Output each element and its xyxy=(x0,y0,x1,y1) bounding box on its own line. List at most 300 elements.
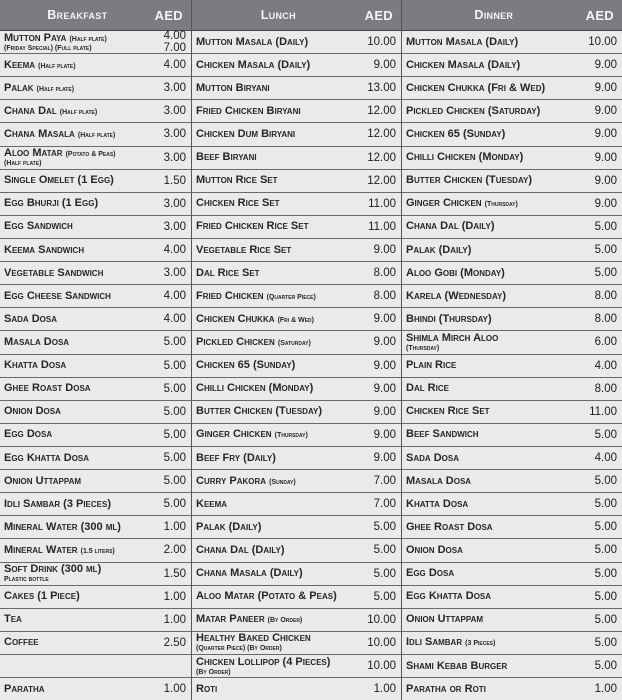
lunch-menu-item xyxy=(192,193,401,216)
item-name xyxy=(196,175,356,186)
item-name xyxy=(196,522,356,533)
item-name-text: Chicken 65 (Sunday) xyxy=(196,360,296,372)
item-name-text: Mutton Biryani xyxy=(196,82,270,94)
item-name xyxy=(4,198,150,209)
dinner-menu-item xyxy=(402,147,622,170)
breakfast-menu-item xyxy=(0,493,191,516)
breakfast-menu-item xyxy=(0,285,191,308)
lunch-menu-item xyxy=(192,170,401,193)
item-name-text: Chana Masala xyxy=(4,128,75,140)
item-price xyxy=(577,105,622,117)
dinner-menu-item xyxy=(402,678,622,700)
item-price xyxy=(150,82,191,94)
item-name xyxy=(4,406,150,417)
item-subnote: Plastic bottle xyxy=(4,576,49,584)
item-name-text: Khatta Dosa xyxy=(4,360,67,372)
item-name xyxy=(196,106,356,117)
item-price-value: 9.00 xyxy=(594,151,617,164)
item-name-text: Sada Dosa xyxy=(406,452,460,464)
lunch-menu-item xyxy=(192,424,401,447)
item-name-text: Ghee Roast Dosa xyxy=(4,383,91,395)
item-price xyxy=(150,105,191,117)
dinner-menu-item xyxy=(402,378,622,401)
item-price xyxy=(356,244,401,256)
dinner-items xyxy=(402,31,622,700)
item-price-value: 5.00 xyxy=(163,475,186,488)
item-price-value: 8.00 xyxy=(594,290,617,303)
item-name-text: Chicken Rice Set xyxy=(196,198,280,210)
dinner-menu-item xyxy=(402,77,622,100)
item-price xyxy=(356,290,401,302)
item-price-value: 8.00 xyxy=(594,313,617,326)
item-name-text: Masala Dosa xyxy=(4,336,70,348)
breakfast-menu-item xyxy=(0,563,191,586)
lunch-items xyxy=(192,31,401,700)
item-name-text: Fried Chicken Rice Set xyxy=(196,221,309,233)
item-name xyxy=(406,106,577,117)
item-price xyxy=(356,683,401,695)
item-name xyxy=(4,129,150,140)
dinner-menu-item xyxy=(402,586,622,609)
item-price xyxy=(577,614,622,626)
dinner-menu-item xyxy=(402,632,622,655)
item-price xyxy=(150,128,191,140)
item-price xyxy=(356,383,401,395)
item-price xyxy=(356,360,401,372)
item-price-value: 1.00 xyxy=(594,683,617,696)
item-name-text: Aloo Matar (Potato & Peas) xyxy=(196,591,337,603)
item-price-value: 3.00 xyxy=(163,220,186,233)
item-price-value: 2.00 xyxy=(163,544,186,557)
item-price-value-2: 7.00 xyxy=(163,42,186,55)
item-name xyxy=(4,60,150,71)
item-name xyxy=(196,591,356,602)
item-name xyxy=(4,291,150,302)
item-price-value: 3.00 xyxy=(163,128,186,141)
item-name-text: Chana Dal xyxy=(4,105,57,117)
item-name-text: Chana Dal (Daily) xyxy=(406,221,495,233)
item-name xyxy=(406,637,577,648)
item-price-value: 1.50 xyxy=(163,174,186,187)
lunch-menu-item xyxy=(192,632,401,655)
item-name-text: Shimla Mirch Aloo xyxy=(406,332,499,344)
item-name-text: Pickled Chicken xyxy=(196,336,275,348)
lunch-menu-item xyxy=(192,77,401,100)
item-price xyxy=(577,475,622,487)
item-name-text: Beef Biryani xyxy=(196,152,257,164)
item-price-value: 3.00 xyxy=(163,151,186,164)
item-price-value: 11.00 xyxy=(589,405,617,418)
item-name xyxy=(406,129,577,140)
item-price-value: 9.00 xyxy=(373,428,396,441)
item-name-text: Aloo Gobi (Monday) xyxy=(406,267,505,279)
item-name-text: Fried Chicken Biryani xyxy=(196,105,301,117)
lunch-menu-item xyxy=(192,308,401,331)
breakfast-menu-item xyxy=(0,632,191,655)
item-name xyxy=(4,429,150,440)
item-name-text: Egg Cheese Sandwich xyxy=(4,290,111,302)
item-name-text: Idli Sambar (3 Pieces) xyxy=(4,498,112,510)
item-price-value: 9.00 xyxy=(373,382,396,395)
lunch-menu-item xyxy=(192,609,401,632)
item-name xyxy=(4,383,150,394)
item-name xyxy=(196,476,356,487)
item-name-text: Fried Chicken xyxy=(196,290,264,302)
item-price xyxy=(356,82,401,94)
item-price xyxy=(577,521,622,533)
item-price-value: 3.00 xyxy=(163,82,186,95)
item-price xyxy=(356,637,401,649)
item-price xyxy=(150,406,191,418)
item-price xyxy=(577,313,622,325)
item-name xyxy=(4,337,150,348)
item-price-value: 12.00 xyxy=(367,174,396,187)
item-name xyxy=(196,545,356,556)
item-name-text: Sada Dosa xyxy=(4,313,58,325)
lunch-menu-item xyxy=(192,100,401,123)
item-price-value: 4.00 xyxy=(163,290,186,303)
dinner-menu-item xyxy=(402,539,622,562)
item-note: (Quarter Piece) xyxy=(266,293,316,301)
item-name xyxy=(196,83,356,94)
item-name-text: Palak (Daily) xyxy=(406,244,472,256)
item-price-value: 5.00 xyxy=(594,567,617,580)
lunch-menu-item xyxy=(192,586,401,609)
item-price-value: 5.00 xyxy=(594,244,617,256)
item-price-value: 1.50 xyxy=(163,567,186,580)
dinner-menu-item xyxy=(402,262,622,285)
item-subnote: (Quarter Piece) (By Order) xyxy=(196,645,282,653)
dinner-column xyxy=(402,0,622,700)
item-name-text: Chana Dal (Daily) xyxy=(196,544,285,556)
item-name xyxy=(196,657,356,676)
item-note: (Potato & Peas) xyxy=(65,151,116,159)
dinner-menu-item xyxy=(402,331,622,354)
item-price-value: 4.00 xyxy=(163,313,186,326)
item-price xyxy=(577,36,622,48)
item-price-value: 5.00 xyxy=(594,475,617,488)
item-name xyxy=(406,522,577,533)
item-price-value: 4.00 xyxy=(163,244,186,256)
item-name-text: Idli Sambar xyxy=(406,637,463,649)
item-subnote: (Thursday) xyxy=(406,344,440,352)
item-price-value: 9.00 xyxy=(594,82,617,95)
dinner-menu-item xyxy=(402,424,622,447)
item-price-value: 9.00 xyxy=(373,451,396,464)
item-name-text: Egg Dosa xyxy=(4,429,53,441)
item-name xyxy=(196,221,356,232)
item-price xyxy=(577,637,622,649)
breakfast-menu-item xyxy=(0,678,191,700)
item-price xyxy=(150,175,191,187)
dinner-menu-item xyxy=(402,216,622,239)
item-price xyxy=(356,36,401,48)
item-name xyxy=(406,175,577,186)
dinner-menu-item xyxy=(402,516,622,539)
item-note: (Half plate) xyxy=(36,85,75,93)
lunch-menu-item xyxy=(192,539,401,562)
dinner-menu-item xyxy=(402,193,622,216)
item-price-value: 5.00 xyxy=(594,544,617,557)
item-price-value: 5.00 xyxy=(163,359,186,372)
lunch-menu-item xyxy=(192,239,401,262)
breakfast-menu-item xyxy=(0,193,191,216)
item-name xyxy=(4,268,150,279)
item-price-value: 5.00 xyxy=(594,590,617,603)
dinner-menu-item xyxy=(402,447,622,470)
item-name-text: Pickled Chicken (Saturday) xyxy=(406,105,541,117)
item-name-text: Palak (Daily) xyxy=(196,521,262,533)
item-name-text: Onion Dosa xyxy=(406,544,463,556)
item-price-value: 12.00 xyxy=(367,151,396,164)
item-name xyxy=(406,661,577,672)
item-price-value: 8.00 xyxy=(373,267,396,280)
item-name-text: Karela (Wednesday) xyxy=(406,290,506,302)
item-price-value: 9.00 xyxy=(373,59,396,72)
item-name-text: Paratha or Roti xyxy=(406,683,486,695)
item-price-value: 8.00 xyxy=(373,290,396,303)
lunch-menu-item xyxy=(192,331,401,354)
item-name xyxy=(406,383,577,394)
item-price xyxy=(150,198,191,210)
item-price xyxy=(356,660,401,672)
item-price xyxy=(150,568,191,580)
dinner-menu-item xyxy=(402,54,622,77)
item-name-text: Beef Fry (Daily) xyxy=(196,452,276,464)
item-price-value: 4.00 xyxy=(163,30,186,42)
item-name xyxy=(196,245,356,256)
item-name xyxy=(4,83,150,94)
item-price xyxy=(356,521,401,533)
item-name xyxy=(4,545,150,556)
breakfast-menu-item xyxy=(0,447,191,470)
item-name-text: Egg Bhurji (1 Egg) xyxy=(4,198,99,210)
item-name-text: Vegetable Rice Set xyxy=(196,244,292,256)
item-name-text: Masala Dosa xyxy=(406,475,472,487)
item-price-value: 3.00 xyxy=(163,105,186,118)
item-price xyxy=(577,128,622,140)
item-name xyxy=(196,60,356,71)
item-name-text: Chicken Rice Set xyxy=(406,406,490,418)
item-subnote: (Half plate) xyxy=(4,160,42,168)
item-price xyxy=(356,452,401,464)
item-name-text: Ghee Roast Dosa xyxy=(406,521,493,533)
item-price xyxy=(577,360,622,372)
item-name-text: Mutton Rice Set xyxy=(196,175,278,187)
item-price xyxy=(150,313,191,325)
breakfast-menu-item xyxy=(0,31,191,54)
item-price xyxy=(577,198,622,210)
breakfast-menu-item xyxy=(0,355,191,378)
item-name xyxy=(406,291,577,302)
item-name xyxy=(4,614,150,625)
breakfast-menu-item xyxy=(0,170,191,193)
item-name-text: Chicken Chukka (Fri & Wed) xyxy=(406,82,546,94)
item-price xyxy=(577,336,622,348)
item-note: (Thursday) xyxy=(274,432,308,440)
lunch-menu-item xyxy=(192,285,401,308)
lunch-menu-item xyxy=(192,31,401,54)
item-price xyxy=(577,175,622,187)
item-price-value: 9.00 xyxy=(373,359,396,372)
item-subnote: (Friday Special) (Full plate) xyxy=(4,44,92,52)
item-price xyxy=(356,544,401,556)
item-subnote: (By Order) xyxy=(196,668,231,676)
item-name xyxy=(406,83,577,94)
item-name xyxy=(406,221,577,232)
item-note: (Sunday) xyxy=(269,478,296,486)
lunch-menu-item xyxy=(192,516,401,539)
item-price xyxy=(577,591,622,603)
item-price xyxy=(577,152,622,164)
breakfast-menu-item xyxy=(0,147,191,170)
breakfast-currency: AED xyxy=(154,7,183,23)
breakfast-menu-item xyxy=(0,378,191,401)
item-price-value: 1.00 xyxy=(163,613,186,626)
item-price-value: 5.00 xyxy=(594,498,617,511)
breakfast-menu-item xyxy=(0,401,191,424)
item-name xyxy=(196,198,356,209)
breakfast-menu-item xyxy=(0,262,191,285)
item-name-text: Mutton Paya xyxy=(4,32,67,44)
dinner-menu-item xyxy=(402,170,622,193)
item-price-value: 1.00 xyxy=(163,590,186,603)
item-price xyxy=(577,267,622,279)
item-price xyxy=(577,544,622,556)
item-price-value: 9.00 xyxy=(594,197,617,210)
item-name-text: Chicken Masala (Daily) xyxy=(406,59,521,71)
item-price xyxy=(150,683,191,695)
item-name xyxy=(196,129,356,140)
breakfast-menu-item xyxy=(0,516,191,539)
item-price-value: 10.00 xyxy=(367,36,396,49)
item-price xyxy=(356,175,401,187)
item-price xyxy=(356,198,401,210)
dinner-menu-item xyxy=(402,470,622,493)
breakfast-column xyxy=(0,0,192,700)
dinner-menu-item xyxy=(402,355,622,378)
item-price xyxy=(577,383,622,395)
item-name-text: Single Omelet (1 Egg) xyxy=(4,175,114,187)
item-price xyxy=(150,152,191,164)
dinner-menu-item xyxy=(402,100,622,123)
breakfast-items xyxy=(0,31,191,700)
item-price xyxy=(577,683,622,695)
dinner-currency: AED xyxy=(585,7,614,23)
item-name-text: Chana Masala (Daily) xyxy=(196,568,303,580)
lunch-menu-item xyxy=(192,262,401,285)
item-name xyxy=(4,564,150,583)
item-price-value: 4.00 xyxy=(163,59,186,72)
item-name-text: Shami Kebab Burger xyxy=(406,660,508,672)
item-name xyxy=(4,175,150,186)
item-price-value: 9.00 xyxy=(594,128,617,141)
item-price-value: 5.00 xyxy=(163,382,186,395)
item-note: (1.5 liters) xyxy=(80,547,115,555)
item-price-value: 8.00 xyxy=(594,382,617,395)
item-price xyxy=(150,429,191,441)
item-price-value: 11.00 xyxy=(368,197,396,210)
item-price xyxy=(150,452,191,464)
lunch-menu-item xyxy=(192,493,401,516)
breakfast-menu-item xyxy=(0,123,191,146)
breakfast-menu-item xyxy=(0,331,191,354)
item-name xyxy=(4,522,150,533)
item-note: (3 Pieces) xyxy=(465,640,496,648)
item-price-value: 9.00 xyxy=(594,174,617,187)
item-price-value: 10.00 xyxy=(367,659,396,672)
item-price xyxy=(356,267,401,279)
item-name-text: Khatta Dosa xyxy=(406,498,469,510)
item-name-text: Paratha xyxy=(4,683,45,695)
item-price xyxy=(356,475,401,487)
item-price-value: 5.00 xyxy=(373,544,396,557)
item-name-text: Egg Sandwich xyxy=(4,221,73,233)
item-price xyxy=(356,313,401,325)
dinner-menu-item xyxy=(402,308,622,331)
item-price-value: 1.00 xyxy=(373,683,396,696)
item-price xyxy=(150,637,191,649)
item-price-value: 5.00 xyxy=(594,659,617,672)
breakfast-menu-item xyxy=(0,539,191,562)
item-name-text: Healthy Baked Chicken xyxy=(196,633,311,645)
item-name-text: Cakes (1 Piece) xyxy=(4,591,80,603)
item-name xyxy=(196,406,356,417)
item-price xyxy=(150,498,191,510)
item-price-value: 5.00 xyxy=(594,613,617,626)
lunch-currency: AED xyxy=(364,7,393,23)
item-price xyxy=(356,105,401,117)
breakfast-menu-item xyxy=(0,54,191,77)
item-price-value: 5.00 xyxy=(163,498,186,511)
item-name xyxy=(406,37,577,48)
item-price-value: 5.00 xyxy=(373,590,396,603)
item-name xyxy=(4,314,150,325)
lunch-title: Lunch xyxy=(260,8,296,22)
item-price xyxy=(577,406,622,418)
item-name-text: Ginger Chicken xyxy=(406,198,482,210)
item-name-text: Mutton Masala (Daily) xyxy=(406,36,519,48)
breakfast-menu-item xyxy=(0,100,191,123)
item-name xyxy=(4,221,150,232)
item-name xyxy=(4,684,150,695)
item-name xyxy=(4,476,150,487)
item-price xyxy=(577,498,622,510)
lunch-menu-item xyxy=(192,655,401,678)
item-price-value: 7.00 xyxy=(373,498,396,511)
item-name-text: Curry Pakora xyxy=(196,475,267,487)
item-price xyxy=(150,30,191,54)
item-price xyxy=(150,475,191,487)
item-price xyxy=(356,591,401,603)
item-note: (Half plate) xyxy=(38,62,76,70)
lunch-menu-item xyxy=(192,563,401,586)
lunch-menu-item xyxy=(192,216,401,239)
dinner-menu-item xyxy=(402,655,622,678)
item-price-value: 9.00 xyxy=(373,313,396,326)
item-name-text: Egg Khatta Dosa xyxy=(406,591,492,603)
item-price xyxy=(356,498,401,510)
item-price-value: 3.00 xyxy=(163,197,186,210)
item-name-text: Onion Uttappam xyxy=(4,475,82,487)
item-price-value: 9.00 xyxy=(373,405,396,418)
item-price xyxy=(150,290,191,302)
item-price xyxy=(577,429,622,441)
lunch-menu-item xyxy=(192,378,401,401)
item-name xyxy=(196,429,356,440)
item-name-text: Dal Rice Set xyxy=(196,267,260,279)
item-price xyxy=(356,59,401,71)
